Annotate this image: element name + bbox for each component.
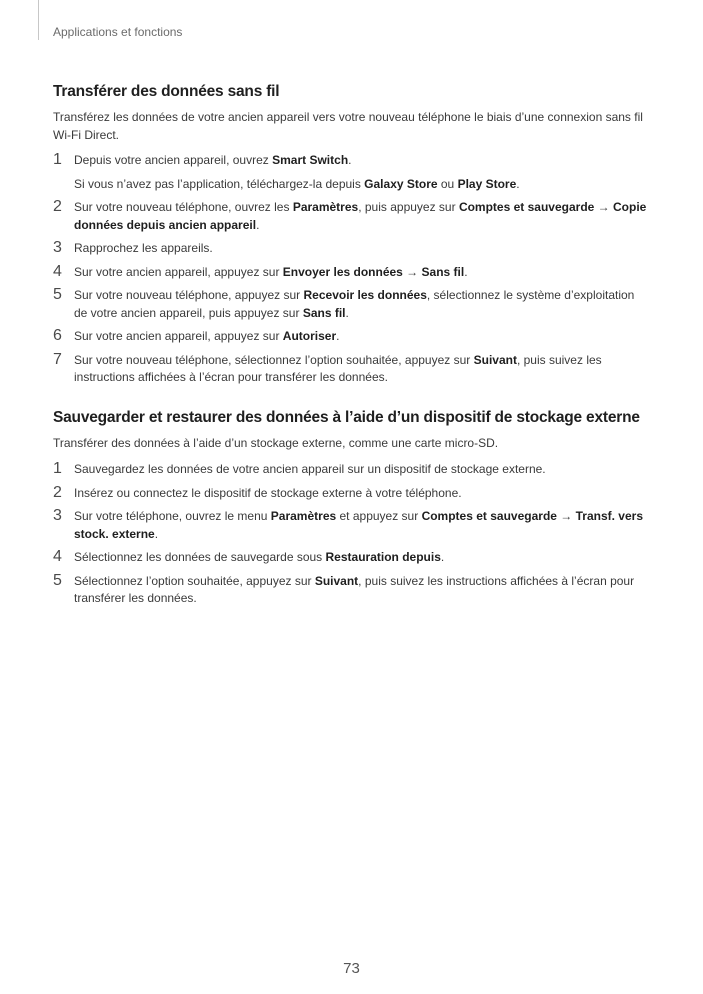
step-item [53, 287, 649, 322]
step-body [74, 485, 649, 503]
step-text: . [345, 305, 349, 320]
step-number: 5 [53, 571, 62, 589]
step-text: → [594, 200, 613, 214]
step-number: 4 [53, 548, 62, 565]
step-item [53, 199, 649, 234]
step-body [74, 287, 649, 322]
step-text: Sur votre ancien appareil, appuyez sur [74, 264, 283, 279]
step-number: 6 [53, 327, 62, 344]
step-number: 3 [53, 507, 62, 524]
ui-term: Paramètres [270, 509, 337, 523]
step-item [53, 152, 649, 193]
step-text: Sur votre ancien appareil, appuyez sur [74, 329, 283, 343]
step-text: , puis suivez les instructions affichées à l’écran pour transférer les données. [74, 352, 602, 384]
ui-term: Comptes et sauvegarde [458, 200, 595, 214]
step-item [53, 485, 649, 503]
step-body [74, 199, 649, 234]
step-text: , sélectionnez le système d’exploitation de votre ancien appareil, puis appuyez sur [74, 288, 635, 320]
ui-term: Transf. vers stock. externe [74, 509, 643, 541]
steps-list-wireless [53, 152, 649, 387]
step-text: → [402, 264, 422, 279]
step-item [53, 549, 649, 567]
step-text: . [464, 264, 468, 279]
step-text: Insérez ou connectez le dispositif de stockage externe à votre téléphone. [74, 485, 462, 500]
step-text: . [154, 526, 159, 541]
step-number: 1 [53, 151, 62, 168]
steps-list-external-storage [53, 461, 649, 608]
ui-term: Paramètres [292, 200, 359, 214]
step-number: 4 [53, 262, 62, 280]
step-text: , puis appuyez sur [358, 200, 459, 214]
step-item [53, 508, 649, 543]
step-body [74, 264, 649, 282]
step-item [53, 264, 649, 282]
section-intro-external-storage: Transférer des données à l’aide d’un stockage externe, comme une carte micro-SD. [53, 435, 499, 450]
step-body [74, 508, 649, 543]
step-text: Depuis votre ancien appareil, ouvrez [74, 153, 273, 167]
ui-term: Smart Switch [272, 153, 349, 167]
step-text: Sur votre téléphone, ouvrez le menu [74, 509, 271, 523]
step-text: Sur votre nouveau téléphone, appuyez sur [74, 288, 304, 302]
ui-term: Comptes et sauvegarde [421, 509, 557, 523]
section-header: Applications et fonctions [53, 25, 183, 39]
ui-term: Sans fil [421, 264, 465, 279]
step-body [74, 328, 649, 346]
ui-term: Suivant [473, 352, 517, 367]
step-item [53, 573, 649, 608]
step-item [53, 461, 649, 479]
step-number: 2 [53, 483, 62, 501]
step-text: → [556, 509, 576, 523]
step-body [74, 573, 649, 608]
step-subnote [74, 176, 649, 194]
ui-term: Galaxy Store [364, 176, 438, 191]
ui-term: Play Store [457, 176, 517, 191]
step-text: Sur votre nouveau téléphone, ouvrez les [74, 200, 293, 214]
step-text: Sélectionnez l’option souhaitée, appuyez sur [74, 573, 315, 588]
step-item [53, 240, 649, 258]
step-body [74, 461, 649, 479]
step-text: , puis suivez les instructions affichées à l’écran pour transférer les données. [74, 573, 635, 605]
step-text: . [440, 550, 445, 564]
section-intro-wireless: Transférez les données de votre ancien appareil vers votre nouveau téléphone le biais d’une connexion sans fil Wi-Fi Direct. [53, 110, 643, 142]
ui-term: Envoyer les données [282, 264, 403, 279]
step-text: . [348, 153, 352, 167]
step-number: 3 [53, 239, 62, 256]
step-body [74, 152, 649, 170]
step-text: Sur votre nouveau téléphone, sélectionnez l’option souhaitée, appuyez sur [74, 352, 474, 367]
section-title-wireless: Transférer des données sans fil [53, 83, 280, 100]
step-text: et appuyez sur [336, 509, 422, 523]
ui-term: Autoriser [282, 329, 337, 343]
step-text: . [256, 217, 260, 232]
step-text: . [516, 176, 520, 191]
ui-term: Copie données depuis ancien appareil [74, 200, 647, 232]
step-body [74, 549, 649, 567]
step-item [53, 328, 649, 346]
ui-term: Recevoir les données [303, 288, 427, 302]
page-number: 73 [343, 960, 360, 977]
step-number: 1 [53, 460, 62, 477]
step-text: Rapprochez les appareils. [74, 241, 213, 255]
step-text: Sauvegardez les données de votre ancien appareil sur un dispositif de stockage externe. [74, 462, 546, 476]
step-text: Sélectionnez les données de sauvegarde sous [74, 550, 326, 564]
step-body [74, 352, 649, 387]
step-text: . [336, 329, 340, 343]
step-number: 7 [53, 350, 62, 368]
ui-term: Sans fil [302, 305, 346, 320]
step-number: 2 [53, 198, 62, 215]
step-item [53, 352, 649, 387]
ui-term: Suivant [314, 573, 359, 588]
step-text: Si vous n’avez pas l’application, téléchargez-la depuis [74, 176, 365, 191]
ui-term: Restauration depuis [325, 550, 441, 564]
step-body [74, 240, 649, 258]
header-divider [38, 0, 39, 40]
step-number: 5 [53, 286, 62, 303]
section-title-external-storage: Sauvegarder et restaurer des données à l’aide d’un dispositif de stockage externe [53, 408, 640, 426]
step-text: ou [437, 176, 458, 191]
main-content [53, 83, 649, 614]
